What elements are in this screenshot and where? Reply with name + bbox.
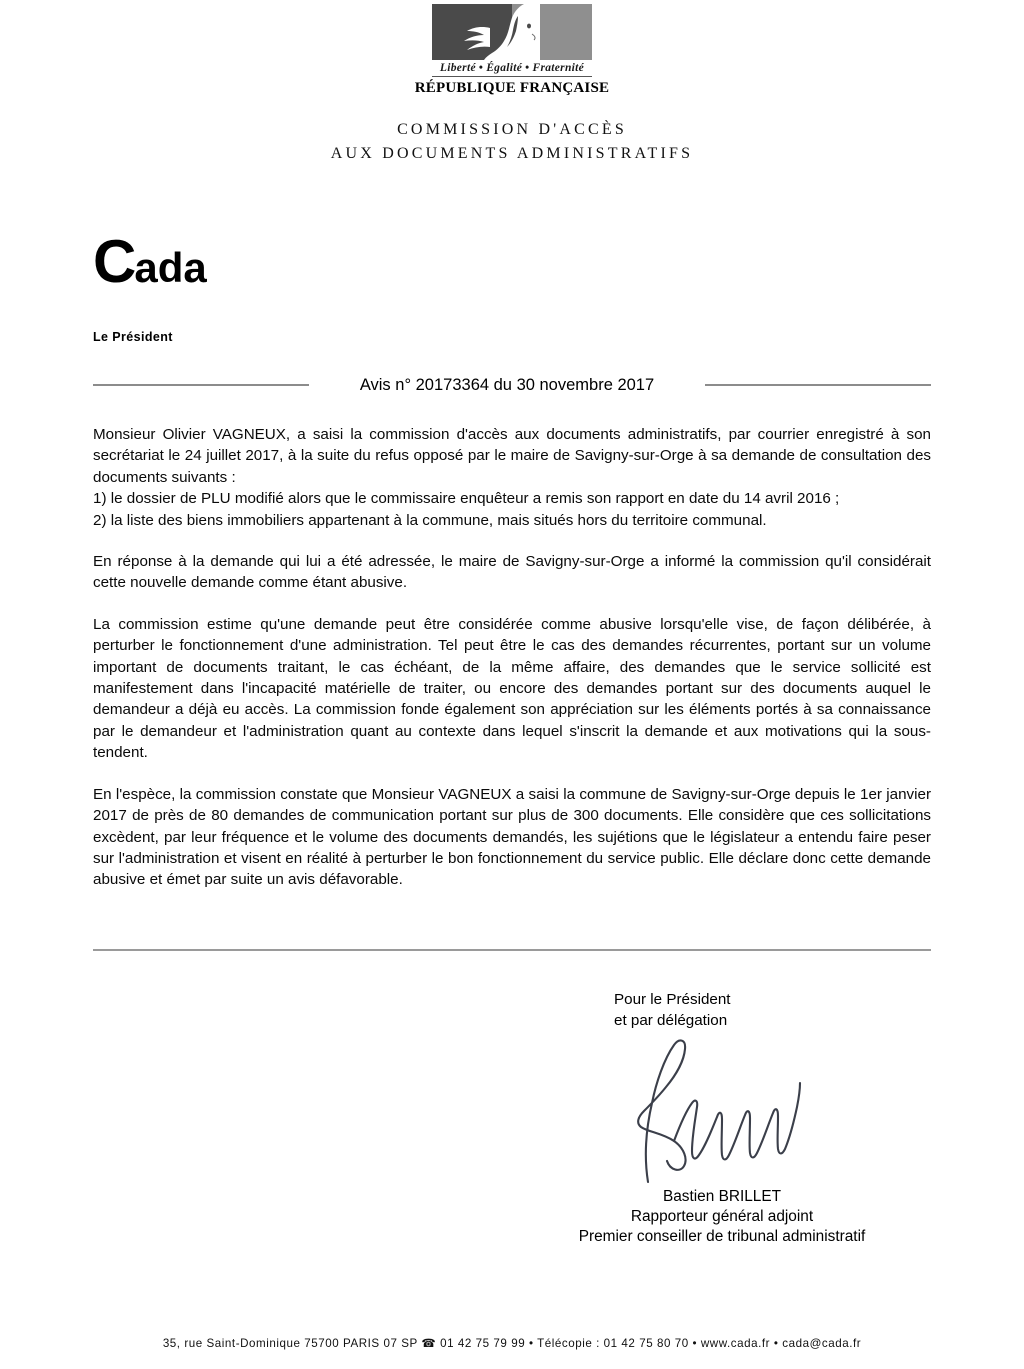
rule-left [93,384,309,386]
signatory-name: Bastien BRILLET [662,1188,782,1205]
devise-egalite: Égalité [486,62,523,74]
avis-title-row [93,374,931,396]
institution-line-2: AUX DOCUMENTS ADMINISTRATIFS [330,145,694,162]
cada-wordmark [93,228,207,295]
president-label: Le Président [93,330,173,344]
signatory-title-line-1: Rapporteur général adjoint [630,1208,814,1225]
body-list-item-1: 1) le dossier de PLU modifié alors que le commissaire enquêteur a remis son rapport en date du 14 avril 2016 ; [93,490,840,508]
signature-block [512,989,932,1247]
document-body [93,424,931,891]
devise-separator-2: • [525,62,530,74]
body-paragraph-3: La commission estime qu'une demande peut être considérée comme abusive lorsqu'elle vise, de façon délibérée, à perturber le fonctionnement d'une administration. Tel peut être le cas des demandes récurrentes, portant sur un volume important de documents traitant, le cas échéant, de la même affaire, des demandes que le service sollicité est manifestement dans l'incapacité matérielle de traiter, ou encore des demandes portant sur des documents auquel le demandeur a déjà eu accès. La commission fonde également son appréciation sur les éléments portés à sa connaissance par le demandeur et l'administration quant au contexte dans lequel s'inscrit la demande et aux motivations qui la sous-tendent. [93,615,931,762]
signature-intro-line-2: et par délégation [614,1012,728,1029]
body-paragraph-2: En réponse à la demande qui lui a été adressée, le maire de Savigny-sur-Orge a informé la commission qu'il considérait cette nouvelle demande comme étant abusive. [93,553,931,592]
signature-intro-line-1: Pour le Président [614,991,731,1008]
cada-wordmark-initial: C [93,228,135,295]
signature-divider [93,949,931,951]
devise [432,62,592,77]
rule-right [705,384,931,386]
republic-logo-block [415,4,609,97]
masthead [0,4,1024,97]
institution-heading [0,118,1024,166]
marianne-logo-icon [432,4,592,60]
body-paragraph-1: Monsieur Olivier VAGNEUX, a saisi la commission d'accès aux documents administratifs, par courrier enregistré à son secrétariat le 24 juillet 2017, à la suite du refus opposé par le maire de Savigny-sur-Orge à sa demande de consultation des documents suivants : [93,426,931,486]
signature-graphic-wrap [512,1037,932,1187]
signature-intro [512,989,932,1031]
footer-contact: 35, rue Saint-Dominique 75700 PARIS 07 SP ☎ 01 42 75 79 99 • Télécopie : 01 42 75 80 70 • www.cada.fr • cada@cada.fr [162,1337,862,1350]
republique-francaise-label: RÉPUBLIQUE FRANÇAISE [414,80,610,96]
handwritten-signature-icon [622,1037,822,1187]
signatory-title-line-2: Premier conseiller de tribunal administratif [578,1228,866,1245]
cada-wordmark-rest: ada [134,244,207,291]
institution-line-1: COMMISSION D'ACCÈS [397,121,627,138]
body-paragraph-4: En l'espèce, la commission constate que Monsieur VAGNEUX a saisi la commune de Savigny-sur-Orge depuis le 1er janvier 2017 de près de 80 demandes de communication portant sur plus de 300 documents. Elle considère que ces sollicitations excèdent, par leur fréquence et le volume des documents demandés, les sujétions que le législateur a entendu faire peser sur l'administration et visent en réalité à perturber le bon fonctionnement du service public. Elle déclare donc cette demande abusive et émet par suite un avis défavorable. [93,785,931,889]
devise-fraternite: Fraternité [532,62,585,74]
devise-separator-1: • [478,62,484,74]
body-list-item-2: 2) la liste des biens immobiliers appartenant à la commune, mais situés hors du territoire communal. [93,511,767,529]
avis-title: Avis n° 20173364 du 30 novembre 2017 [359,375,655,394]
devise-liberte: Liberté [439,62,476,74]
